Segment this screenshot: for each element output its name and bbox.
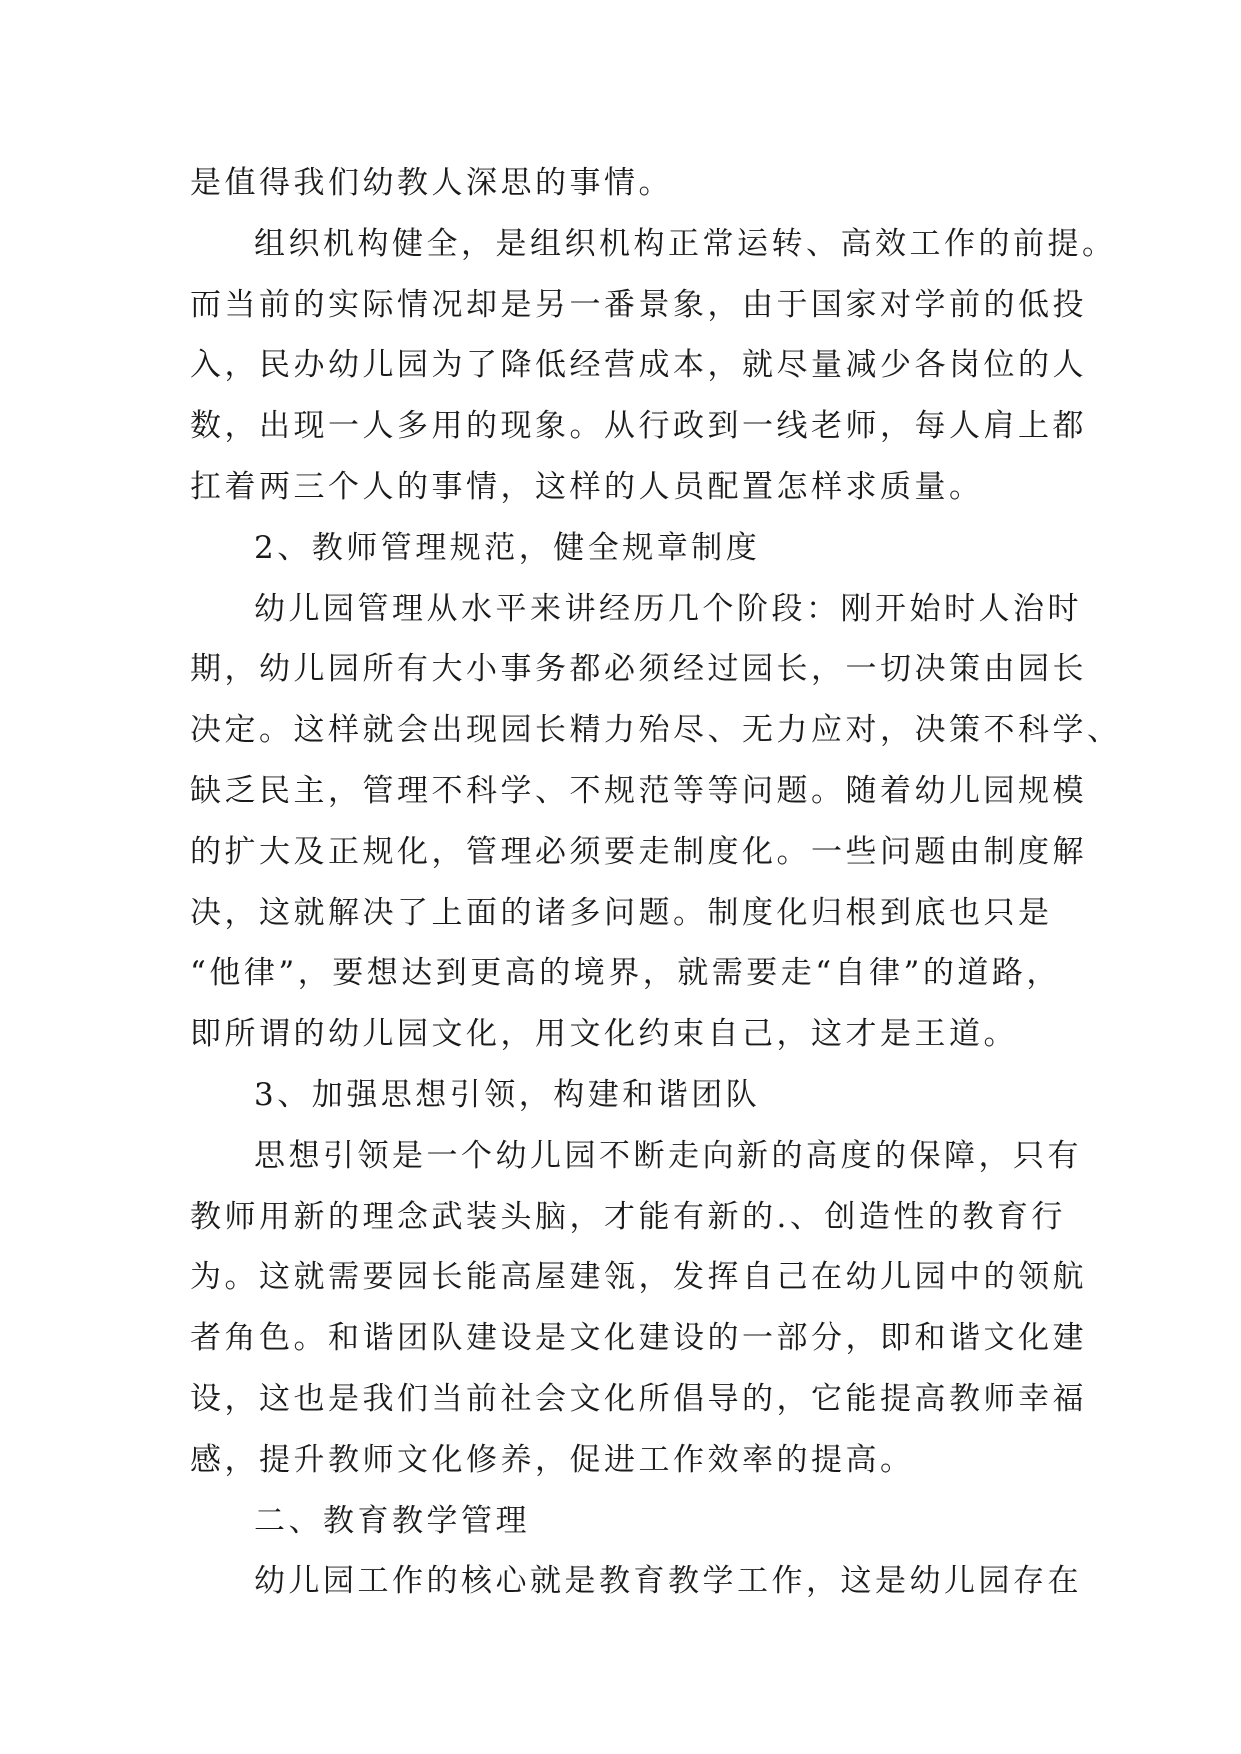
text-line: 数，出现一人多用的现象。从行政到一线老师，每人肩上都 [190, 408, 1087, 445]
text-line: 为。这就需要园长能高屋建瓴，发挥自己在幼儿园中的领航 [190, 1259, 1087, 1296]
text-line: 思想引领是一个幼儿园不断走向新的高度的保障，只有 [254, 1137, 1082, 1174]
text-line: 3、加强思想引领，构建和谐团队 [254, 1076, 761, 1113]
text-line: 决定。这样就会出现园长精力殆尽、无力应对，决策不科学、 [190, 712, 1122, 749]
text-line: 即所谓的幼儿园文化，用文化约束自己，这才是王道。 [190, 1016, 1018, 1053]
text-line: 决，这就解决了上面的诸多问题。制度化归根到底也只是 [190, 894, 1053, 931]
text-line: 组织机构健全，是组织机构正常运转、高效工作的前提。 [254, 225, 1117, 262]
text-line: 感，提升教师文化修养，促进工作效率的提高。 [190, 1441, 915, 1478]
text-line: 而当前的实际情况却是另一番景象，由于国家对学前的低投 [190, 286, 1087, 323]
document-body [190, 153, 1122, 1612]
text-line: 二、教育教学管理 [254, 1502, 530, 1539]
text-line: 的扩大及正规化，管理必须要走制度化。一些问题由制度解 [190, 833, 1087, 870]
text-line: 教师用新的理念武装头脑，才能有新的.、创造性的教育行 [190, 1198, 1066, 1235]
text-line: 期，幼儿园所有大小事务都必须经过园长，一切决策由园长 [190, 651, 1087, 688]
text-line: 缺乏民主，管理不科学、不规范等等问题。随着幼儿园规模 [190, 772, 1087, 809]
text-line: 2、教师管理规范，健全规章制度 [254, 529, 761, 566]
text-line: 扛着两三个人的事情，这样的人员配置怎样求质量。 [190, 468, 984, 505]
text-line: 幼儿园工作的核心就是教育教学工作，这是幼儿园存在 [254, 1563, 1082, 1600]
text-line: 是值得我们幼教人深思的事情。 [190, 165, 673, 201]
text-line: 者角色。和谐团队建设是文化建设的一部分，即和谐文化建 [190, 1320, 1087, 1357]
text-line: “他律”，要想达到更高的境界，就需要走“自律”的道路， [190, 955, 1061, 992]
text-line: 幼儿园管理从水平来讲经历几个阶段：刚开始时人治时 [254, 590, 1082, 627]
text-line: 入，民办幼儿园为了降低经营成本，就尽量减少各岗位的人 [190, 347, 1087, 384]
text-line: 设，这也是我们当前社会文化所倡导的，它能提高教师幸福 [190, 1380, 1087, 1417]
